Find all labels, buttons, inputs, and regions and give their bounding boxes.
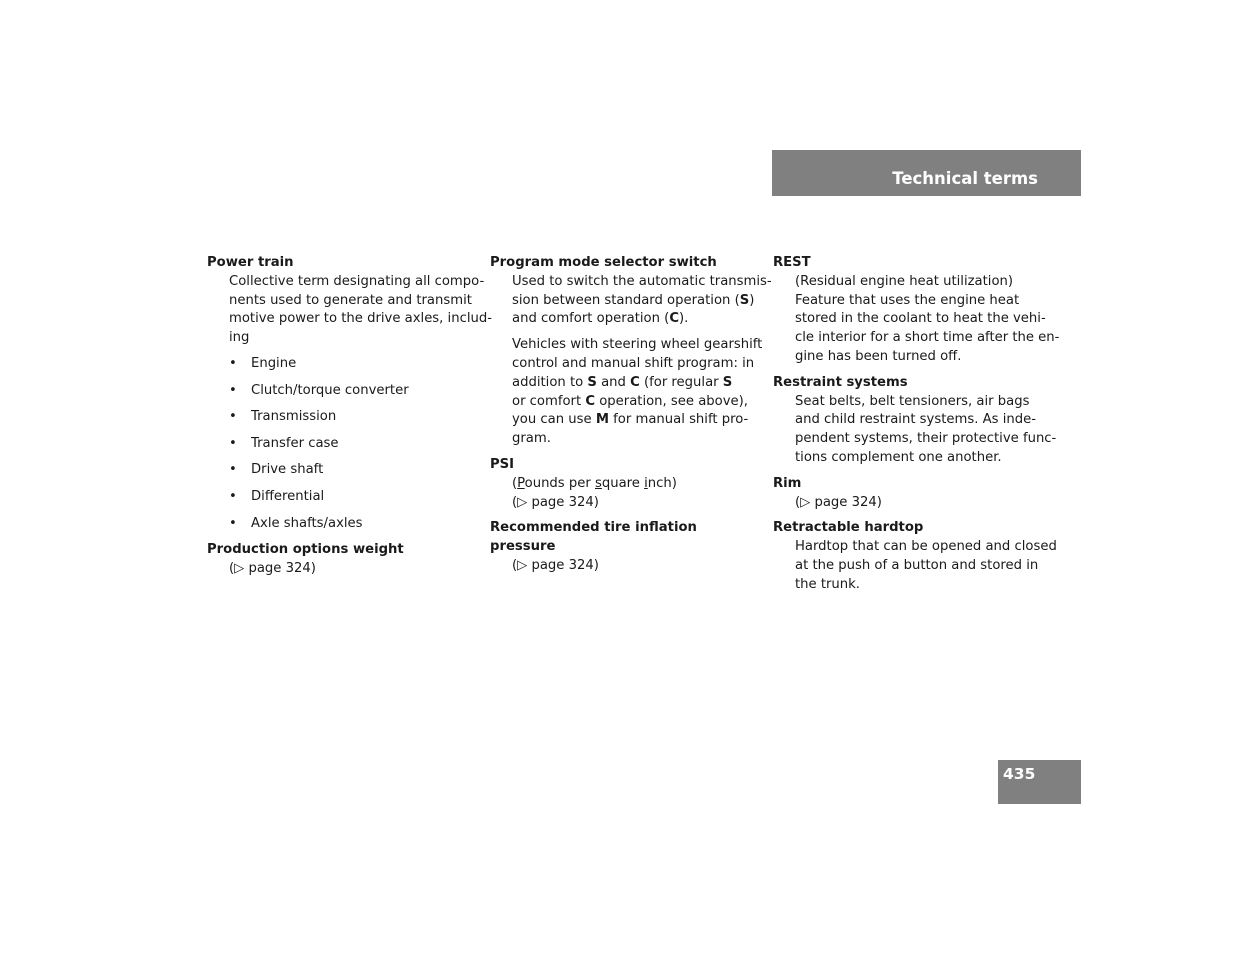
definition-line: [512, 411, 755, 430]
bullet-icon: •: [229, 488, 237, 504]
definition-line: [512, 393, 755, 412]
text-run: operation, see above),: [595, 393, 748, 409]
term-rest: REST: [773, 255, 811, 270]
text-run: and comfort operation (: [512, 311, 670, 327]
definition-line: gram.: [512, 431, 551, 447]
text-run: for manual shift pro-: [608, 412, 749, 428]
definition-line: ing: [229, 330, 250, 346]
definition-program-mode-p1: [490, 273, 772, 329]
section-title: Technical terms: [892, 169, 1038, 188]
text-run: sion between standard operation (: [512, 292, 740, 308]
acronym-letter: i: [644, 475, 648, 491]
list-item: [229, 461, 472, 480]
acronym-letter: P: [517, 475, 525, 491]
term-rim: Rim: [773, 475, 802, 491]
list-item: [229, 382, 472, 401]
bullet-icon: •: [229, 435, 237, 451]
mode-key: C: [585, 393, 596, 409]
definition-line: tions complement one another.: [795, 449, 1002, 465]
glossary-column-1: [207, 254, 492, 586]
definition-line: Used to switch the automatic transmis-: [512, 273, 772, 289]
definition-line: Seat belts, belt tensioners, air bags: [795, 393, 1030, 409]
list-item-text: Transfer case: [251, 435, 339, 451]
term-restraint-systems: Restraint systems: [773, 374, 908, 390]
definition-psi: [490, 475, 755, 513]
mode-key: M: [595, 412, 609, 428]
list-item: [229, 488, 472, 507]
text-run: and: [596, 374, 631, 390]
list-item: [229, 435, 472, 454]
definition-line: stored in the coolant to heat the vehi-: [795, 311, 1046, 327]
list-item-text: Engine: [251, 355, 297, 371]
power-train-components-list: [207, 355, 472, 533]
list-item: [229, 408, 472, 427]
definition-line: at the push of a button and stored in: [795, 557, 1039, 573]
definition-line: Feature that uses the engine heat: [795, 292, 1020, 308]
page-reference-link[interactable]: (▷ page 324): [795, 494, 882, 510]
list-item: [229, 515, 472, 534]
bullet-icon: •: [229, 515, 237, 531]
text-run: ): [749, 292, 755, 308]
definition-program-mode-p2: [490, 336, 763, 449]
definition-line: cle interior for a short time after the en-: [795, 330, 1060, 346]
term-psi: PSI: [490, 456, 515, 472]
list-item-text: Axle shafts/axles: [251, 515, 363, 531]
definition-line: nents used to generate and transmit: [229, 292, 472, 308]
definition-retractable-hardtop: [773, 538, 1057, 594]
text-run: (: [512, 475, 518, 491]
definition-restraint-systems: [773, 393, 1057, 468]
definition-power-train: [207, 273, 492, 348]
list-item-text: Clutch/torque converter: [251, 382, 409, 398]
text-run: nch): [647, 475, 677, 491]
glossary-column-3: [773, 254, 1060, 602]
list-item-text: Transmission: [251, 409, 337, 425]
glossary-column-2: [490, 254, 772, 583]
term-program-mode-selector-switch: Program mode selector switch: [490, 255, 717, 270]
page-number: 435: [1003, 765, 1036, 783]
definition-line: Hardtop that can be opened and closed: [795, 539, 1057, 555]
mode-key: S: [587, 374, 597, 390]
mode-key: S: [722, 374, 733, 390]
definition-line: [512, 310, 755, 329]
text-run: addition to: [512, 374, 588, 390]
definition-line: control and manual shift program: in: [512, 355, 755, 371]
term-retractable-hardtop: Retractable hardtop: [773, 520, 924, 536]
page-reference-link[interactable]: (▷ page 324): [229, 560, 316, 576]
mode-key: C: [630, 374, 640, 390]
text-run: quare: [601, 475, 645, 491]
list-item-text: Drive shaft: [251, 462, 324, 478]
acronym-letter: s: [594, 475, 602, 491]
definition-line: Vehicles with steering wheel gearshift: [512, 337, 763, 353]
text-run: ounds per: [524, 475, 595, 491]
text-run: you can use: [512, 412, 596, 428]
definition-rest: [773, 273, 1060, 367]
page-reference-link[interactable]: (▷ page 324): [512, 494, 599, 510]
text-run: ).: [679, 311, 689, 327]
section-header-tab: [772, 150, 1081, 196]
page-reference-link[interactable]: (▷ page 324): [512, 557, 599, 573]
definition-line: the trunk.: [795, 576, 860, 592]
definition-line: [512, 374, 755, 393]
text-run: or comfort: [512, 393, 586, 409]
definition-line: motive power to the drive axles, includ-: [229, 311, 492, 327]
definition-line: (Residual engine heat utilization): [795, 273, 1014, 289]
term-recommended-tire-inflation-pressure: Recommended tire inflation pressure: [490, 520, 697, 555]
term-power-train: Power train: [207, 255, 294, 270]
term-production-options-weight: Production options weight: [207, 542, 404, 558]
list-item: [229, 355, 472, 374]
bullet-icon: •: [229, 462, 237, 478]
bullet-icon: •: [229, 355, 237, 371]
page-number-tab: [998, 760, 1081, 804]
definition-line: and child restraint systems. As inde-: [795, 412, 1036, 428]
mode-key: S: [739, 292, 750, 308]
definition-line: pendent systems, their protective func-: [795, 431, 1057, 447]
definition-line: gine has been turned off.: [795, 348, 962, 364]
definition-line: Collective term designating all compo-: [229, 273, 485, 289]
definition-line: [512, 475, 755, 494]
list-item-text: Differential: [251, 488, 325, 504]
bullet-icon: •: [229, 409, 237, 425]
definition-line: [512, 292, 755, 311]
mode-key: C: [669, 311, 680, 327]
bullet-icon: •: [229, 382, 237, 398]
text-run: (for regular: [639, 374, 723, 390]
